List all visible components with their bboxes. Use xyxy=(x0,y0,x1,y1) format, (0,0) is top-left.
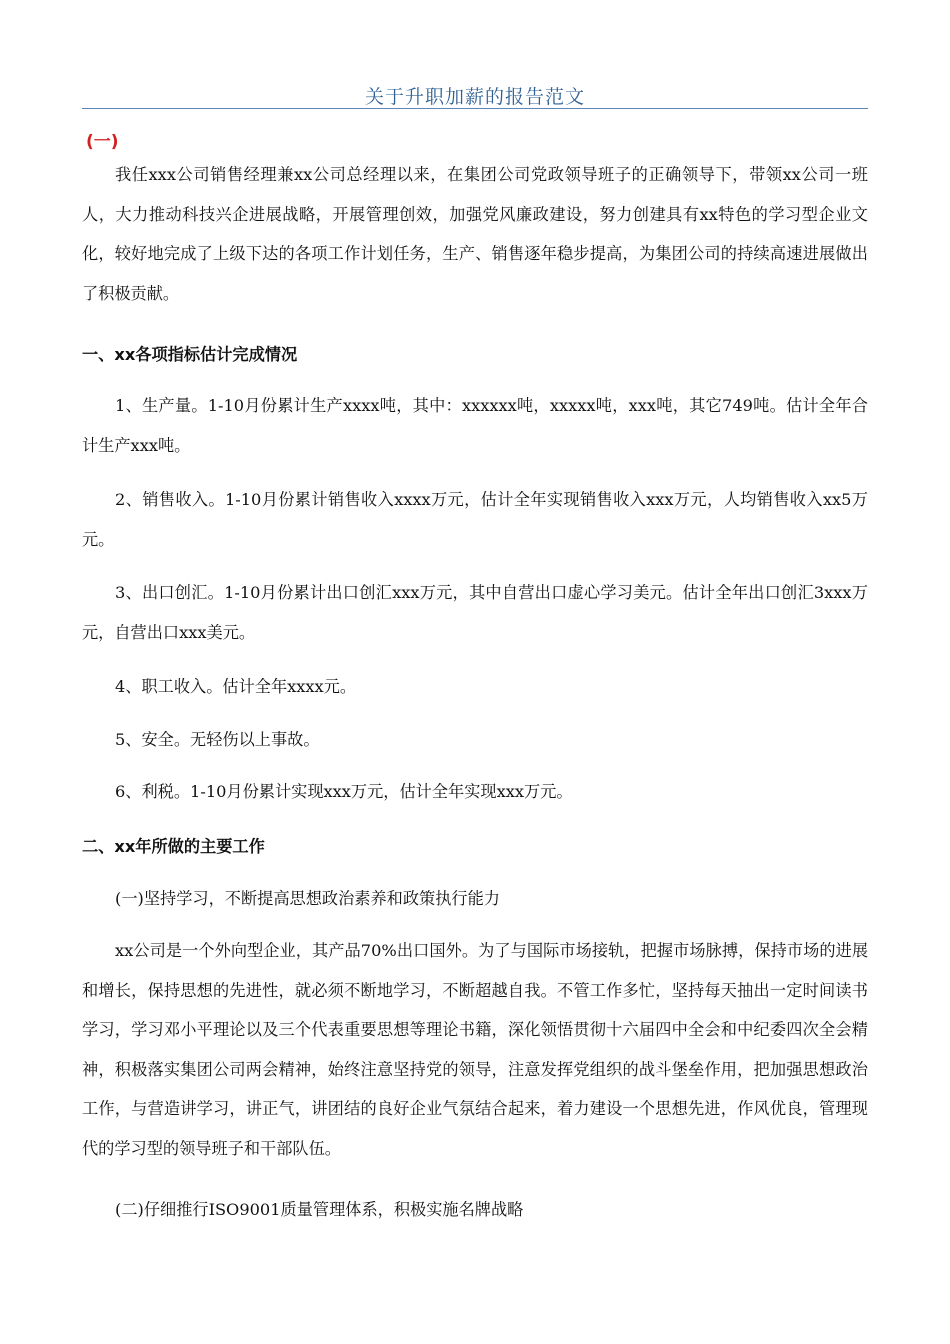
indicator-item: 5、安全。无轻伤以上事故。 xyxy=(115,730,320,749)
item-4-block xyxy=(82,675,868,699)
item-3-block xyxy=(82,573,868,652)
indicator-item: 2、销售收入。1-10月份累计销售收入xxxx万元，估计全年实现销售收入xxx万元，人均销售收入xx5万元。 xyxy=(82,490,868,549)
intro-block xyxy=(82,155,868,313)
indicator-item: 1、生产量。1-10月份累计生产xxxx吨，其中：xxxxxx吨，xxxxx吨，xxx吨，其它749吨。估计全年合计生产xxx吨。 xyxy=(82,396,868,455)
title-divider xyxy=(82,108,868,109)
item-5-block xyxy=(82,728,868,752)
document-title: 关于升职加薪的报告范文 xyxy=(364,86,585,108)
subheading-study: (一)坚持学习，不断提高思想政治素养和政策执行能力 xyxy=(115,889,500,908)
indicator-item: 4、职工收入。估计全年xxxx元。 xyxy=(115,677,357,696)
study-paragraph: xx公司是一个外向型企业，其产品70%出口国外。为了与国际市场接轨，把握市场脉搏，保持市场的进展和增长，保持思想的先进性，就必须不断地学习，不断超越自我。不管工作多忙，坚持每天抽出一定时间读书学习，学习邓小平理论以及三个代表重要思想等理论书籍，深化领悟贯彻十六届四中全会和中纪委四次全会精神，积极落实集团公司两会精神，始终注意坚持党的领导，注意发挥党组织的战斗堡垒作用，把加强思想政治工作，与营造讲学习，讲正气，讲团结的良好企业气氛结合起来，着力建设一个思想先进，作风优良，管理现代的学习型的领导班子和干部队伍。 xyxy=(82,941,868,1158)
indicator-item: 3、出口创汇。1-10月份累计出口创汇xxx万元，其中自营出口虚心学习美元。估计全年出口创汇3xxx万元，自营出口xxx美元。 xyxy=(82,583,868,642)
item-6-block xyxy=(82,780,868,804)
heading-indicators-block xyxy=(82,341,868,365)
heading-work: 二、xx年所做的主要工作 xyxy=(82,837,265,856)
subheading-iso: (二)仔细推行ISO9001质量管理体系，积极实施名牌战略 xyxy=(115,1200,524,1219)
item-2-block xyxy=(82,480,868,559)
study-paragraph-block xyxy=(82,931,868,1168)
indicator-item: 6、利税。1-10月份累计实现xxx万元，估计全年实现xxx万元。 xyxy=(115,782,573,801)
heading-indicators: 一、xx各项指标估计完成情况 xyxy=(82,345,298,364)
intro-paragraph: 我任xxx公司销售经理兼xx公司总经理以来，在集团公司党政领导班子的正确领导下，带领xx公司一班人，大力推动科技兴企进展战略，开展管理创效，加强党风廉政建设，努力创建具有xx特色的学习型企业文化，较好地完成了上级下达的各项工作计划任务，生产、销售逐年稳步提高，为集团公司的持续高速进展做出了积极贡献。 xyxy=(82,165,868,303)
subheading-2-block xyxy=(82,1198,868,1222)
item-1-block xyxy=(82,386,868,465)
subheading-1-block xyxy=(82,887,868,911)
section-marker: (一) xyxy=(86,132,119,152)
heading-work-block xyxy=(82,833,868,857)
